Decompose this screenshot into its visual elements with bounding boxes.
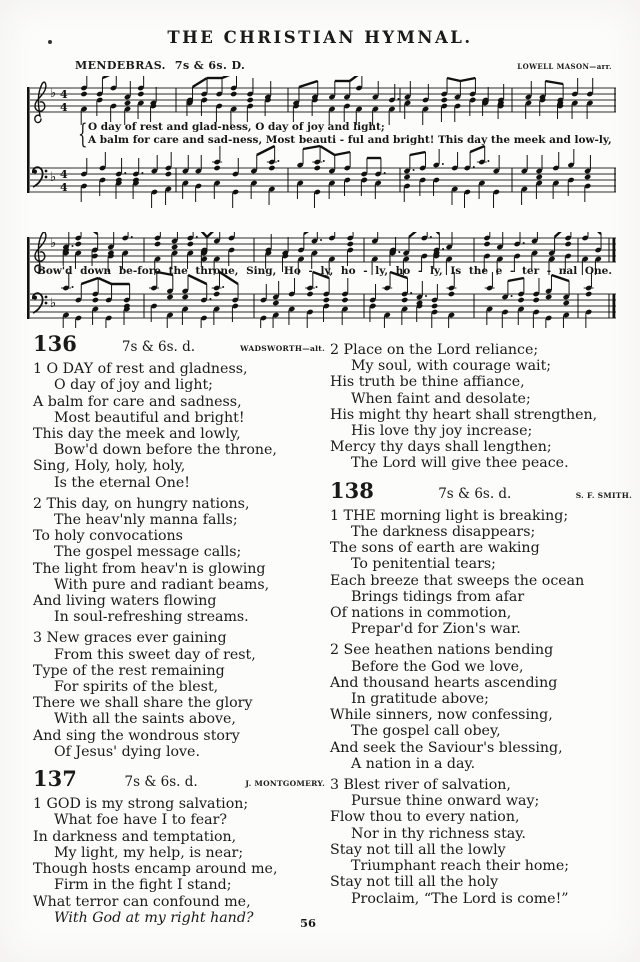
hymn-number: 136 — [33, 331, 77, 356]
verse-line: Sing, Holy, holy, holy, — [33, 458, 186, 475]
verse-line: 1 THE morning light is breaking; — [330, 507, 569, 524]
verse-line: The light from heav'n is glowing — [33, 560, 266, 577]
verse — [330, 642, 632, 772]
verse — [33, 496, 325, 626]
hymn-attribution: S. F. SMITH. — [575, 490, 632, 500]
hymn-attribution: J. MONTGOMERY. — [245, 779, 325, 789]
verse — [33, 796, 325, 926]
verse-line: Of nations in commotion, — [330, 605, 512, 622]
verse-line: Prepar'd for Zion's war. — [351, 621, 521, 638]
tune-meter: 7s & 6s. D. — [174, 59, 246, 72]
svg-text:4: 4 — [60, 88, 68, 101]
verse-line: While sinners, now confessing, — [330, 707, 553, 724]
verse-line: And seek the Saviour's blessing, — [330, 739, 563, 756]
hymn-attribution: WADSWORTH—alt. — [240, 344, 325, 353]
tune-composer: LOWELL MASON—arr. — [517, 62, 612, 71]
hymn-meter: 7s & 6s. d. — [438, 485, 512, 502]
verse-line: Though hosts encamp around me, — [33, 861, 278, 878]
verse-line: The gospel message calls; — [54, 544, 242, 561]
verse-line: My soul, with courage wait; — [351, 358, 552, 375]
verse-line: The darkness disappears; — [351, 524, 536, 541]
verse-line: What terror can confound me, — [33, 893, 251, 910]
verse-line: And thousand hearts ascending — [330, 674, 558, 691]
verse-line: In gratitude above; — [351, 691, 489, 708]
verse-line: With all the saints above, — [54, 711, 236, 728]
hymn-meter: 7s & 6s. d. — [124, 774, 198, 791]
verse-line: For spirits of the blest, — [54, 679, 219, 696]
verse-line: With God at my right hand? — [54, 909, 254, 926]
verse-line: 3 Blest river of salvation, — [330, 777, 511, 794]
verse — [330, 777, 632, 907]
verse-line: 3 New graces ever gaining — [33, 630, 227, 647]
verse-line: A balm for care and sadness, — [33, 393, 242, 410]
verse-line: To penitential tears; — [351, 556, 496, 573]
verse-line: In soul-refreshing streams. — [54, 609, 249, 626]
verse — [330, 508, 632, 638]
verse-line: From this sweet day of rest, — [54, 646, 256, 663]
page-title: THE CHRISTIAN HYMNAL. — [167, 28, 473, 47]
hymn-number: 138 — [330, 477, 374, 503]
verse-line: The sons of earth are waking — [330, 540, 540, 557]
verse-line: 1 O DAY of rest and gladness, — [33, 361, 248, 378]
verse-line: This day the meek and lowly, — [33, 426, 241, 443]
verse-line: 2 See heathen nations bending — [330, 642, 554, 659]
svg-text:4: 4 — [60, 101, 68, 114]
tune-header — [75, 59, 612, 72]
verse-line: And living waters flowing — [33, 593, 217, 610]
music-system-1 — [26, 76, 618, 220]
verse — [33, 630, 325, 760]
svg-text:4: 4 — [60, 181, 68, 194]
verse-line: Of Jesus' dying love. — [54, 743, 200, 760]
verse-line: 1 GOD is my strong salvation; — [33, 796, 249, 813]
tune-title-meter — [75, 59, 245, 72]
verse-line: 2 This day, on hungry nations, — [33, 495, 250, 512]
verse — [33, 361, 325, 491]
svg-text:♭: ♭ — [50, 170, 57, 185]
verse-line: Most beautiful and bright! — [54, 409, 245, 426]
hymn-heading-138 — [330, 477, 632, 504]
verse-line: Pursue thine onward way; — [351, 793, 540, 810]
verse-line: The heav'nly manna falls; — [54, 512, 238, 529]
tune-title: MENDEBRAS. — [75, 59, 166, 72]
verse-line: His truth be thine affiance, — [330, 374, 525, 391]
verse-line: 2 Place on the Lord reliance; — [330, 342, 539, 358]
hymn-column-right — [330, 342, 632, 912]
verse-line: Nor in thy richness stay. — [351, 825, 526, 842]
verse-line: And sing the wondrous story — [33, 727, 240, 744]
verse-line: The gospel call obey, — [351, 723, 501, 740]
verse-line: Brings tidings from afar — [351, 588, 525, 605]
verse-line: His might thy heart shall strengthen, — [330, 406, 598, 423]
verse-line: In darkness and temptation, — [33, 828, 237, 845]
hymn-heading-136 — [33, 331, 325, 357]
verse-line: Proclaim, “The Lord is come!” — [351, 890, 569, 907]
verse-line: Stay not till all the holy — [330, 874, 499, 891]
verse-line: Flow thou to every nation, — [330, 809, 520, 826]
verse-line: Before the God we love, — [351, 658, 524, 675]
verse-line: The Lord will give thee peace. — [351, 455, 569, 472]
music-lyrics-line-1: O day of rest and glad-ness, O day of joy and light; — [88, 121, 385, 133]
hymn-column-left — [33, 331, 325, 931]
verse-line: Triumphant reach their home; — [351, 858, 570, 875]
svg-text:♭: ♭ — [50, 296, 57, 311]
verse-line: Type of the rest remaining — [33, 662, 225, 679]
verse-line: His love thy joy increase; — [351, 423, 533, 440]
verse-line: There we shall share the glory — [33, 695, 253, 712]
hymn-number: 137 — [33, 766, 77, 792]
verse-line: Each breeze that sweeps the ocean — [330, 572, 585, 589]
lyric-brace: { — [78, 119, 88, 150]
verse-line: O day of joy and light; — [54, 377, 213, 394]
svg-text:♭: ♭ — [50, 86, 57, 101]
verse-line: A nation in a day. — [351, 755, 476, 772]
svg-text:4: 4 — [60, 168, 68, 181]
svg-text:♭: ♭ — [50, 236, 57, 251]
hymn-heading-137 — [33, 766, 325, 792]
page-number: 56 — [299, 916, 316, 930]
verse-line: What foe have I to fear? — [54, 812, 227, 829]
verse-line: Firm in the fight I stand; — [54, 877, 232, 894]
hymn-meter: 7s & 6s. d. — [121, 339, 196, 355]
music-system-2 — [26, 232, 618, 328]
verse-line: Mercy thy days shall lengthen; — [330, 439, 552, 456]
verse-line: When faint and desolate; — [351, 390, 531, 407]
verse — [330, 342, 632, 472]
verse-line: My light, my help, is near; — [54, 844, 244, 861]
verse-line: Stay not till all the lowly — [330, 841, 506, 858]
verse-line: Is the eternal One! — [54, 474, 190, 491]
verse-line: With pure and radiant beams, — [54, 576, 270, 593]
verse-line: Bow'd down before the throne, — [54, 442, 277, 459]
music-lyrics-line-2: A balm for care and sad-ness, Most beauti - ful and bright! This day the meek and low-ly, — [88, 134, 612, 146]
verse-line: To holy convocations — [33, 528, 183, 545]
music-lyrics-line-3: Bow'd down be-fore the throne, Sing, Ho - ly, ho - ly, ho - ly, Is the e - ter - nal One. — [37, 265, 612, 277]
